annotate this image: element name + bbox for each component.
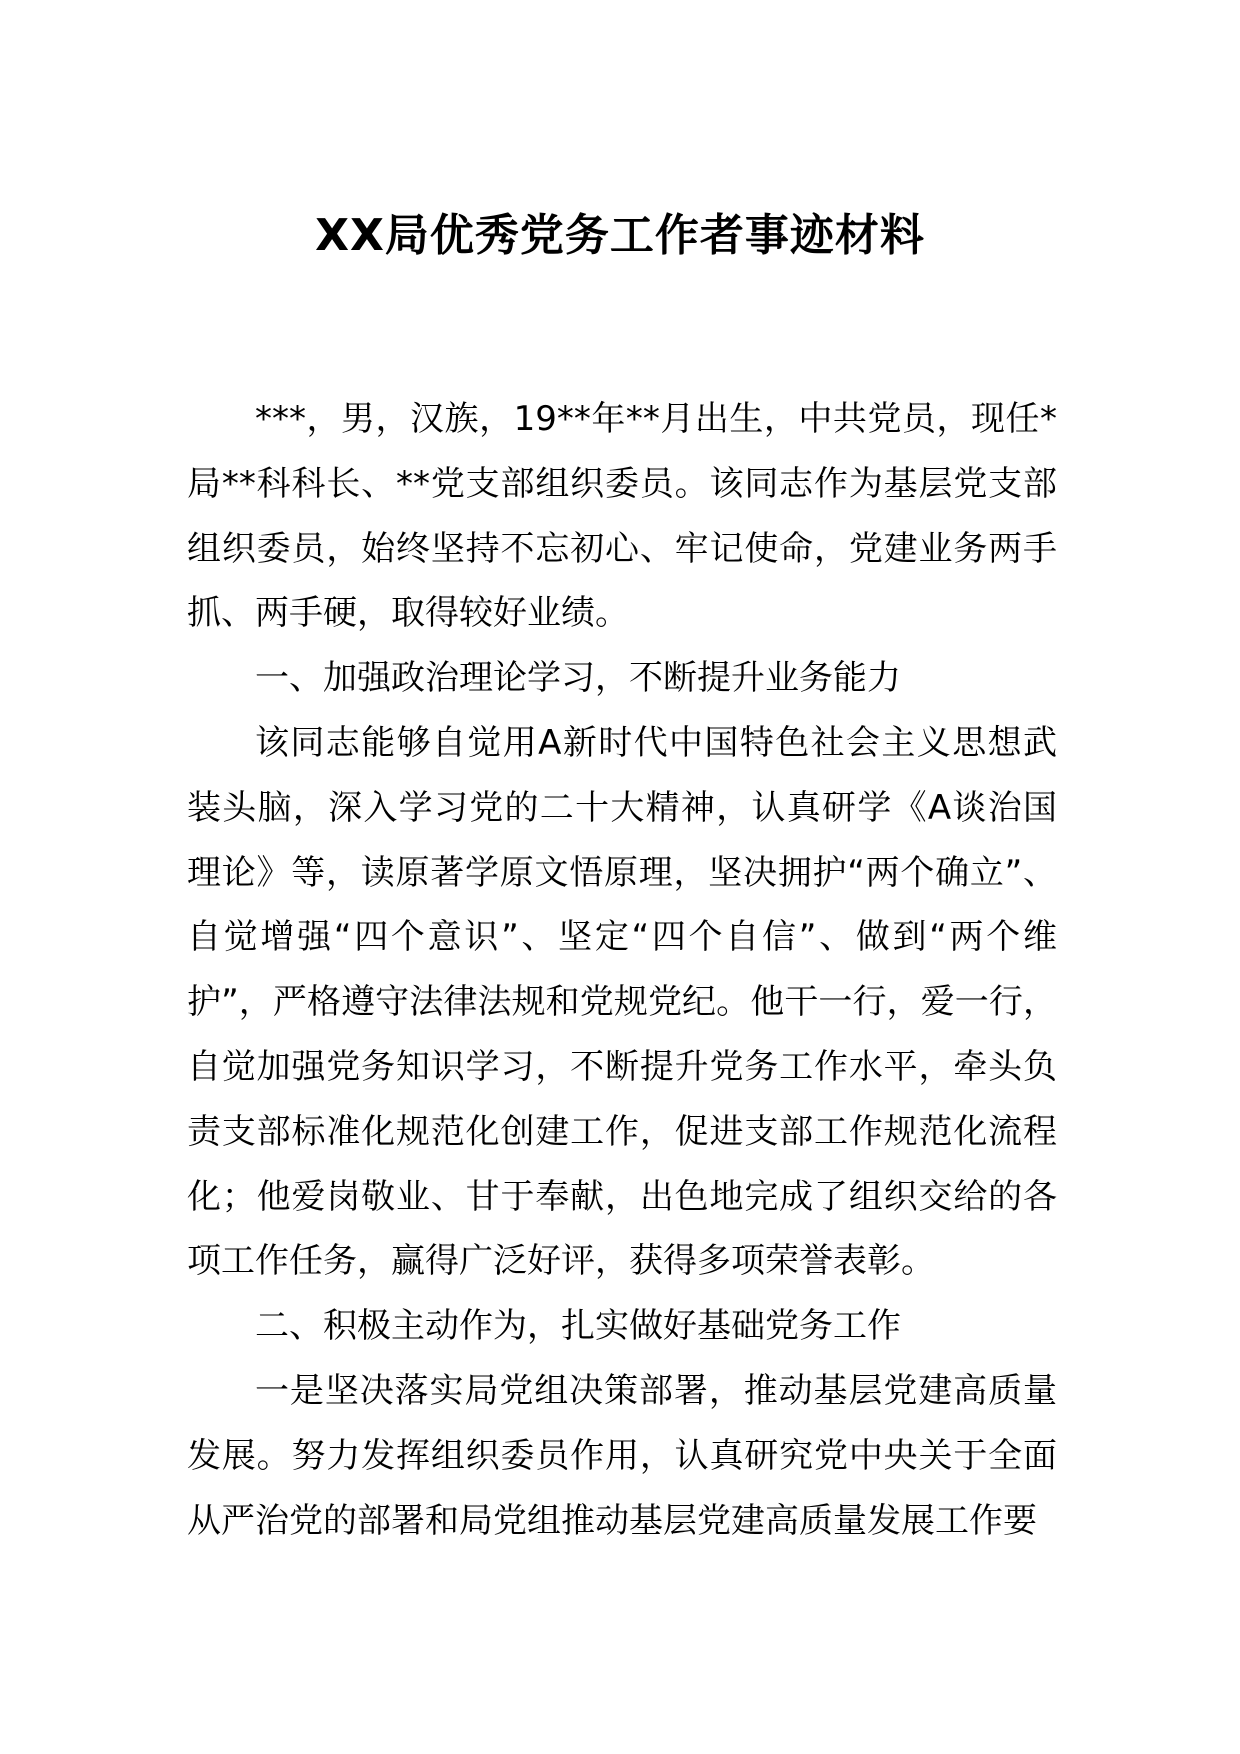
document-title: XX局优秀党务工作者事迹材料 bbox=[315, 210, 925, 261]
section-heading-1: 一、加强政治理论学习，不断提升业务能力 bbox=[255, 658, 901, 699]
document-body bbox=[187, 387, 1057, 1553]
section-heading-2: 二、积极主动作为，扎实做好基础党务工作 bbox=[255, 1306, 901, 1347]
paragraph-section-2: 一是坚决落实局党组决策部署，推动基层党建高质量发展。努力发挥组织委员作用，认真研究党中央关于全面从严治党的部署和局党组推动基层党建高质量发展工作要 bbox=[187, 1370, 1057, 1541]
paragraph-section-1: 该同志能够自觉用A新时代中国特色社会主义思想武装头脑，深入学习党的二十大精神，认真研学《A谈治国理论》等，读原著学原文悟原理，坚决拥护“两个确立”、自觉增强“四个意识”、坚定“四个自信”、做到“两个维护”，严格遵守法律法规和党规党纪。他干一行，爱一行，自觉加强党务知识学习，不断提升党务工作水平，牵头负责支部标准化规范化创建工作，促进支部工作规范化流程化；他爱岗敬业、甘于奉献，出色地完成了组织交给的各项工作任务，赢得广泛好评，获得多项荣誉表彰。 bbox=[187, 722, 1057, 1282]
paragraph-intro: ***，男，汉族，19**年**月出生，中共党员，现任*局**科科长、**党支部组织委员。该同志作为基层党支部组织委员，始终坚持不忘初心、牢记使命，党建业务两手抓、两手硬，取得较好业绩。 bbox=[187, 399, 1057, 634]
